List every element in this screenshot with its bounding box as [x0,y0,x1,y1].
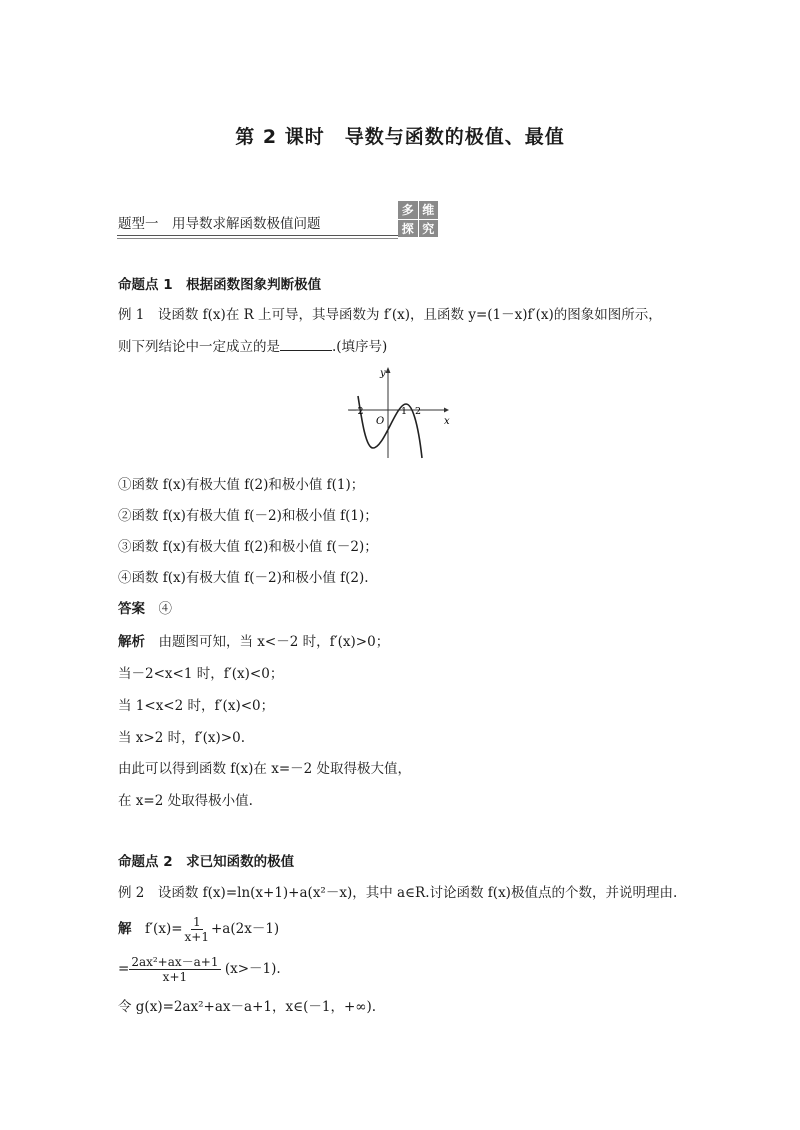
example1-line2 [118,338,387,356]
fraction-2-numerator: 2ax²+ax－a+1 [131,954,219,969]
fraction-2-denominator: x+1 [162,969,188,984]
example1-suffix: .(填序号) [332,339,388,355]
example1-line1: 例 1 设函数 f(x)在 R 上可导，其导函数为 f′(x)，且函数 y=(1－x)f′(x)的图象如图所示， [118,307,662,323]
section-heading: 题型一 用导数求解函数极值问题 [118,216,321,232]
solution-derivative: f′(x)= [145,921,183,937]
analysis-line-2: 当－2<x<1 时，f′(x)<0； [118,666,284,682]
analysis-line-4: 当 x>2 时，f′(x)>0. [118,730,245,746]
solution-line-2 [118,950,281,988]
example2-line: 例 2 设函数 f(x)=ln(x+1)+a(x²－x)，其中 a∈R.讨论函数 f(x)极值点的个数，并说明理由. [118,885,678,901]
tick-label-2: 2 [415,406,422,417]
tick-label-neg2: －2 [348,406,364,417]
analysis-label: 解析 [118,634,145,650]
section-badge [398,201,438,237]
point1-heading: 命题点 1 根据函数图象判断极值 [118,277,322,293]
option-4: ④函数 f(x)有极大值 f(－2)和极小值 f(2). [118,570,369,586]
option-3: ③函数 f(x)有极大值 f(2)和极小值 f(－2)； [118,539,378,555]
fraction-1 [183,915,211,944]
solution-equals: = [118,961,130,977]
graph-curve [358,396,422,458]
analysis-line-3: 当 1<x<2 时，f′(x)<0； [118,698,275,714]
answer-line [118,600,172,618]
page-title: 第 2 课时 导数与函数的极值、最值 [235,126,565,148]
solution-domain: (x>－1). [224,961,281,977]
analysis-line-5: 由此可以得到函数 f(x)在 x=－2 处取得极大值， [118,761,412,777]
answer-blank [280,338,332,351]
analysis-line-6: 在 x=2 处取得极小值. [118,793,253,809]
x-axis-arrow [444,408,449,413]
badge-char: 探 [398,220,418,238]
x-axis-label: x [444,416,450,427]
solution-derivative-tail: +a(2x－1) [211,921,280,937]
fraction-1-denominator: x+1 [184,929,209,944]
function-graph [340,366,450,460]
solution-line-3: 令 g(x)=2ax²+ax－a+1，x∈(－1，+∞). [118,999,377,1015]
section-divider [117,235,398,236]
badge-char: 多 [398,201,418,219]
analysis-line-1 [118,633,389,651]
solution-line-1 [118,910,279,948]
section-divider-thin [117,238,398,239]
point2-heading: 命题点 2 求已知函数的极值 [118,854,295,870]
fraction-1-numerator: 1 [192,914,201,929]
tick-label-1: 1 [401,406,408,417]
option-1: ①函数 f(x)有极大值 f(2)和极小值 f(1)； [118,477,365,493]
badge-char: 究 [419,220,439,238]
solution-label: 解 [118,921,132,937]
example1-question: 则下列结论中一定成立的是 [118,339,280,355]
option-2: ②函数 f(x)有极大值 f(－2)和极小值 f(1)； [118,508,378,524]
badge-char: 维 [419,201,439,219]
y-axis-label: y [380,368,386,379]
analysis-text: 由题图可知，当 x<－2 时，f′(x)>0； [158,634,390,650]
y-axis-arrow [386,367,391,373]
answer-value: ④ [158,601,172,617]
origin-label: O [376,416,385,427]
answer-label: 答案 [118,601,145,617]
fraction-2 [129,955,220,984]
